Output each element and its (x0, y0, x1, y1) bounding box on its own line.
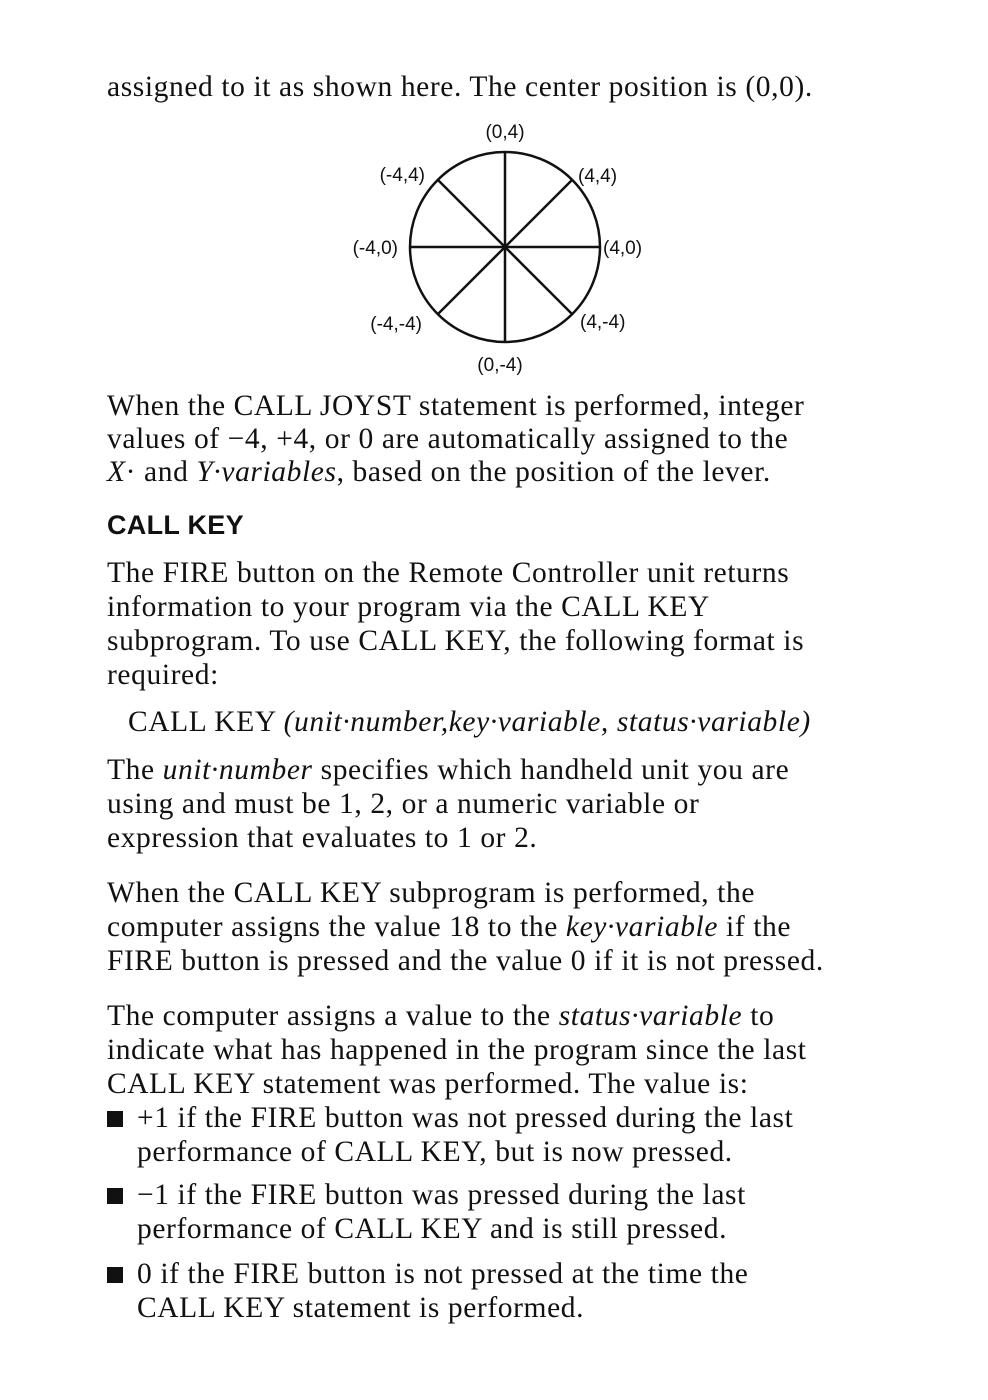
joyst-line-1: When the CALL JOYST statement is performed, integer (107, 390, 805, 422)
intro-line: assigned to it as shown here. The center position is (0,0). (107, 71, 813, 103)
p3-line-1: When the CALL KEY subprogram is performed, the (107, 877, 756, 909)
joyst-line-3: X· and Y·variables, based on the position of the lever. (107, 456, 771, 488)
p1-line-4: required: (107, 659, 219, 691)
label-s: (0,-4) (477, 355, 523, 376)
p2-line-1: The unit·number specifies which handheld unit you are (107, 754, 790, 786)
bullet-2-line-1: −1 if the FIRE button was pressed during the last (137, 1179, 746, 1211)
p4-line-1: The computer assigns a value to the status·variable to (107, 1000, 775, 1032)
bullet-square-icon (107, 1188, 123, 1204)
label-se: (4,-4) (580, 312, 626, 333)
label-ne: (4,4) (578, 166, 618, 187)
joystick-position-diagram (0, 0, 988, 390)
bullet-square-icon (107, 1267, 123, 1283)
bullet-1-line-1: +1 if the FIRE button was not pressed during the last (137, 1102, 794, 1134)
bullet-3-line-2: CALL KEY statement is performed. (137, 1292, 585, 1324)
joyst-line-2: values of −4, +4, or 0 are automatically assigned to the (107, 423, 789, 455)
p4-line-3: CALL KEY statement was performed. The value is: (107, 1068, 749, 1100)
p3-line-3: FIRE button is pressed and the value 0 if it is not pressed. (107, 945, 824, 977)
label-n: (0,4) (485, 122, 525, 143)
label-w: (-4,0) (352, 238, 398, 259)
format-line: CALL KEY (unit·number,key·variable, status·variable) (128, 706, 811, 738)
label-nw: (-4,4) (379, 165, 425, 186)
bullet-square-icon (107, 1111, 123, 1127)
p4-line-2: indicate what has happened in the program since the last (107, 1034, 807, 1066)
p3-line-2: computer assigns the value 18 to the key·variable if the (107, 911, 792, 943)
bullet-2-line-2: performance of CALL KEY and is still pressed. (137, 1213, 728, 1245)
p2-line-2: using and must be 1, 2, or a numeric variable or (107, 788, 700, 820)
section-heading: CALL KEY (107, 510, 244, 540)
p1-line-1: The FIRE button on the Remote Controller unit returns (107, 557, 790, 589)
bullet-3-line-1: 0 if the FIRE button is not pressed at the time the (137, 1258, 749, 1290)
label-sw: (-4,-4) (370, 314, 422, 335)
p1-line-3: subprogram. To use CALL KEY, the following format is (107, 625, 805, 657)
label-e: (4,0) (603, 238, 643, 259)
p1-line-2: information to your program via the CALL KEY (107, 591, 710, 623)
bullet-1-line-2: performance of CALL KEY, but is now pressed. (137, 1136, 733, 1168)
p2-line-3: expression that evaluates to 1 or 2. (107, 822, 538, 854)
